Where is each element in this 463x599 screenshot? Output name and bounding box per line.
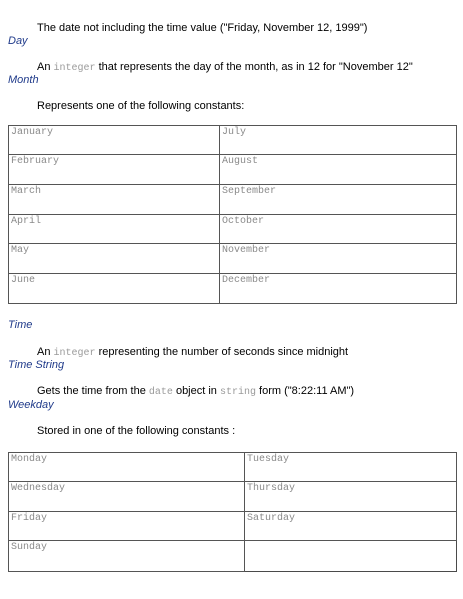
table-row — [9, 541, 457, 572]
date-description: The date not including the time value ("Friday, November 12, 1999") — [37, 22, 368, 34]
table-cell: January — [9, 126, 220, 155]
table-cell: December — [220, 274, 457, 304]
table-row — [9, 274, 457, 304]
table-cell: June — [9, 274, 220, 304]
string-code: string — [219, 387, 256, 398]
table-row — [9, 155, 457, 185]
integer-code: integer — [53, 63, 96, 74]
table-cell: Thursday — [245, 482, 457, 512]
month-constants-table — [8, 125, 457, 304]
table-cell: Friday — [9, 512, 245, 541]
table-cell: November — [220, 244, 457, 274]
time-description: An integer representing the number of seconds since midnight — [37, 346, 349, 359]
time-heading: Time — [8, 319, 33, 331]
day-description: An integer that represents the day of the month, as in 12 for "November 12" — [37, 61, 413, 74]
table-cell: Saturday — [245, 512, 457, 541]
date-code: date — [148, 387, 173, 398]
table-cell: April — [9, 215, 220, 244]
table-cell: Sunday — [9, 541, 245, 572]
table-row — [9, 482, 457, 512]
table-cell: March — [9, 185, 220, 215]
table-cell: February — [9, 155, 220, 185]
table-cell: Tuesday — [245, 453, 457, 482]
table-cell: October — [220, 215, 457, 244]
table-row — [9, 453, 457, 482]
weekday-description: Stored in one of the following constants : — [37, 425, 236, 437]
table-row — [9, 244, 457, 274]
time-string-description: Gets the time from the date object in string form ("8:22:11 AM") — [37, 385, 355, 398]
table-row — [9, 215, 457, 244]
table-row — [9, 185, 457, 215]
table-row — [9, 512, 457, 541]
time-string-heading: Time String — [8, 359, 65, 371]
empty-cell — [245, 541, 457, 572]
weekday-constants-table — [8, 452, 457, 572]
table-cell: Monday — [9, 453, 245, 482]
day-heading: Day — [8, 35, 28, 47]
table-cell: September — [220, 185, 457, 215]
table-cell: May — [9, 244, 220, 274]
integer-code: integer — [53, 348, 96, 359]
table-row — [9, 126, 457, 155]
month-heading: Month — [8, 74, 39, 86]
table-cell: July — [220, 126, 457, 155]
table-cell: Wednesday — [9, 482, 245, 512]
table-cell: August — [220, 155, 457, 185]
month-description: Represents one of the following constants: — [37, 100, 245, 112]
weekday-heading: Weekday — [8, 399, 54, 411]
